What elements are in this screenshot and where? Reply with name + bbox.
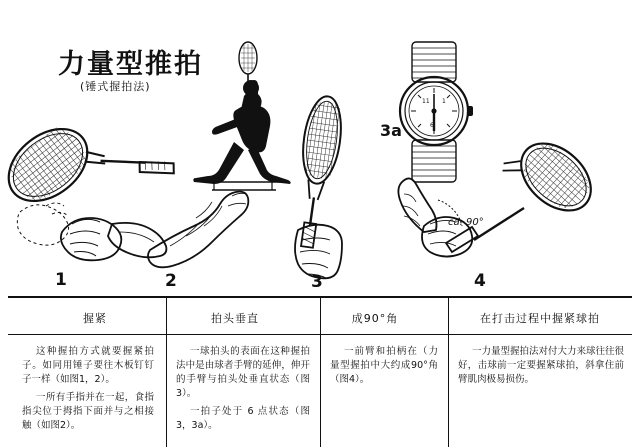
caption-4: 在打击过程中握紧球拍 [480,312,600,325]
text-column-4 [458,345,624,391]
step-number-4: 4 [474,271,486,291]
paragraph: 一所有手指并在一起，食指指尖位于拇指下面并与之相接触（如图2）。 [22,392,154,431]
step-number-3: 3 [311,272,323,292]
step-number-3a: 3a [380,121,402,140]
column-divider-3 [448,297,449,447]
text-column-2 [176,345,310,437]
caption-3: 成90°角 [351,312,399,325]
step-3-illustration [289,94,346,278]
svg-text:11: 11 [422,98,430,105]
paragraph: 一拍子处于 6 点状态（图3，3a）。 [176,406,310,431]
svg-text:6: 6 [430,122,434,129]
caption-1: 握紧 [83,312,107,325]
text-column-3 [330,345,438,391]
angle-annotation: ca. 90° [448,217,484,228]
text-column-1 [22,345,154,437]
caption-2: 拍头垂直 [211,312,259,325]
paragraph: 一力量型握拍法对付大力来球往往很好，击球前一定要握紧球拍，斜拿住前臂肌肉极易损伤。 [458,346,625,385]
player-figure-illustration [193,42,290,190]
step-1-illustration [0,80,179,261]
page-subtitle: (锤式握拍法) [80,80,151,93]
hand-grip-1 [61,218,167,260]
step-number-2: 2 [165,271,177,291]
hand-grip-3 [295,225,342,279]
svg-text:1: 1 [442,98,446,105]
paragraph: 一前臂和拍柄在（力量型握拍中大约成90°角（图4）。 [330,346,438,385]
column-divider-1 [166,297,167,447]
page-title: 力量型推拍 [58,49,203,80]
step-4-illustration [398,125,603,257]
paragraph: 这种握拍方式就要握紧拍子。如同用锤子要往木板钉钉子一样（如图1，2）。 [22,346,154,385]
step-2-illustration [148,192,248,268]
wristwatch-illustration [400,42,473,182]
paragraph: 一球拍头的表面在这种握拍法中是由球者手臂的延伸，伸开的手臂与拍头处垂直状态（图3）。 [176,346,310,399]
step-number-1: 1 [55,270,67,290]
